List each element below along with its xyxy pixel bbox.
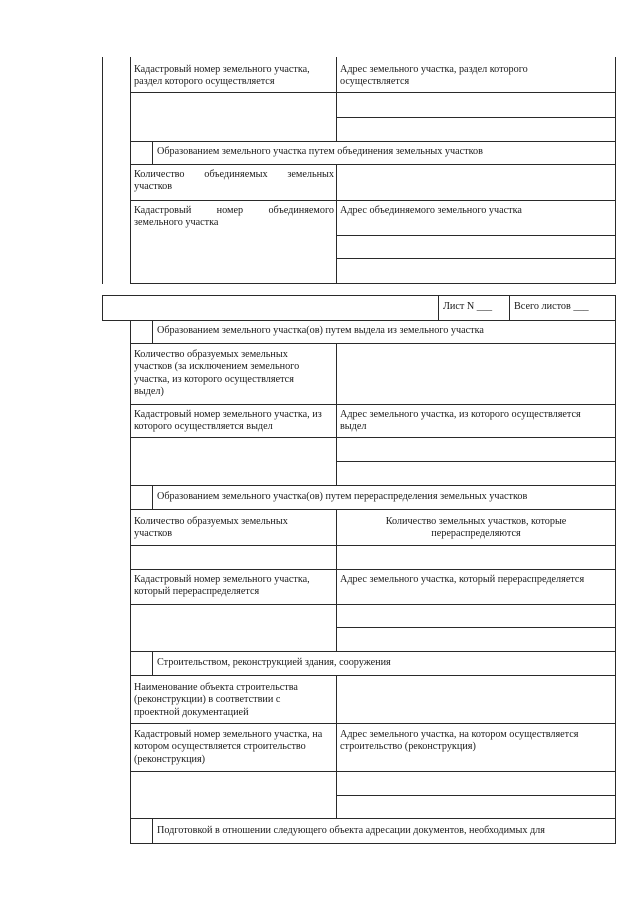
redistribution-section-title: Образованием земельного участка(ов) путем перераспределения земельных участков xyxy=(157,491,528,502)
row-line xyxy=(336,461,616,462)
redistribution-address-label: Адрес земельного участка, который перераспределяется xyxy=(340,574,585,585)
redistribution-count-label: Количество образуемых земельных участков xyxy=(134,516,288,540)
allocation-address-label: Адрес земельного участка, из которого осуществляется выдел xyxy=(340,409,581,433)
row-line xyxy=(130,545,616,546)
outer-left-border xyxy=(102,57,103,284)
row-line xyxy=(130,485,616,486)
construction-object-name-label: Наименование объекта строительства (реконструкции) в соответствии с проектной документацией xyxy=(134,682,298,718)
row-line xyxy=(130,675,616,676)
inner-left-border xyxy=(130,320,131,843)
row-line xyxy=(130,604,616,605)
row-line xyxy=(130,164,616,165)
address-header: Адрес земельного участка, раздел которого осуществляется xyxy=(340,64,528,88)
row-line xyxy=(130,343,616,344)
section-marker-divider xyxy=(152,651,153,675)
row-line xyxy=(130,200,616,201)
merge-cadastral-label: Кадастровый номер объединяемого земельного участка xyxy=(134,205,334,229)
column-divider xyxy=(336,343,337,485)
merge-section-title: Образованием земельного участка путем объединения земельных участков xyxy=(157,146,483,157)
sheet-number-label: Лист N ___ xyxy=(443,301,493,312)
sheet-cell-divider xyxy=(509,295,510,320)
merge-address-label: Адрес объединяемого земельного участка xyxy=(340,205,522,216)
column-divider xyxy=(336,57,337,141)
section-marker-divider xyxy=(152,320,153,343)
construction-cadastral-label: Кадастровый номер земельного участка, на котором осуществляется строительство (реконструкция) xyxy=(134,729,323,765)
row-line xyxy=(130,509,616,510)
row-line xyxy=(130,141,616,142)
row-line xyxy=(102,320,616,321)
sheet-cell-divider xyxy=(438,295,439,320)
row-line xyxy=(336,627,616,628)
allocation-section-title: Образованием земельного участка(ов) путем выдела из земельного участка xyxy=(157,325,484,336)
construction-section-title: Строительством, реконструкцией здания, сооружения xyxy=(157,657,391,668)
allocation-cadastral-label: Кадастровый номер земельного участка, из которого осуществляется выдел xyxy=(134,409,322,433)
row-line xyxy=(336,117,616,118)
column-divider xyxy=(336,675,337,818)
row-line xyxy=(336,258,616,259)
total-sheets-label: Всего листов ___ xyxy=(514,301,589,312)
row-line xyxy=(336,235,616,236)
row-line xyxy=(130,92,616,93)
section-marker-divider xyxy=(152,141,153,164)
redistribution-cadastral-label: Кадастровый номер земельного участка, который перераспределяется xyxy=(134,574,310,598)
row-line xyxy=(130,404,616,405)
row-line xyxy=(130,771,616,772)
row-line xyxy=(130,437,616,438)
construction-address-label: Адрес земельного участка, на котором осуществляется строительство (реконструкция) xyxy=(340,729,579,753)
allocation-count-label: Количество образуемых земельных участков (за исключением земельного участка, из которого осуществляется выдел) xyxy=(134,349,300,398)
merge-count-label: Количество объединяемых земельных участков xyxy=(134,169,334,193)
preparation-section-title: Подготовкой в отношении следующего объекта адресации документов, необходимых для xyxy=(157,825,545,836)
redistribution-parcels-label: Количество земельных участков, которые перераспределяются xyxy=(385,516,567,540)
section-marker-divider xyxy=(152,485,153,509)
row-line xyxy=(336,795,616,796)
row-line xyxy=(130,651,616,652)
row-line xyxy=(130,843,616,844)
row-line xyxy=(130,818,616,819)
row-line xyxy=(102,295,616,296)
row-line xyxy=(130,283,616,284)
column-divider xyxy=(336,164,337,284)
section-marker-divider xyxy=(152,818,153,843)
row-line xyxy=(130,569,616,570)
cadastral-number-header: Кадастровый номер земельного участка, раздел которого осуществляется xyxy=(134,64,310,88)
row-line xyxy=(130,723,616,724)
outer-left-border xyxy=(102,295,103,320)
column-divider xyxy=(336,509,337,651)
